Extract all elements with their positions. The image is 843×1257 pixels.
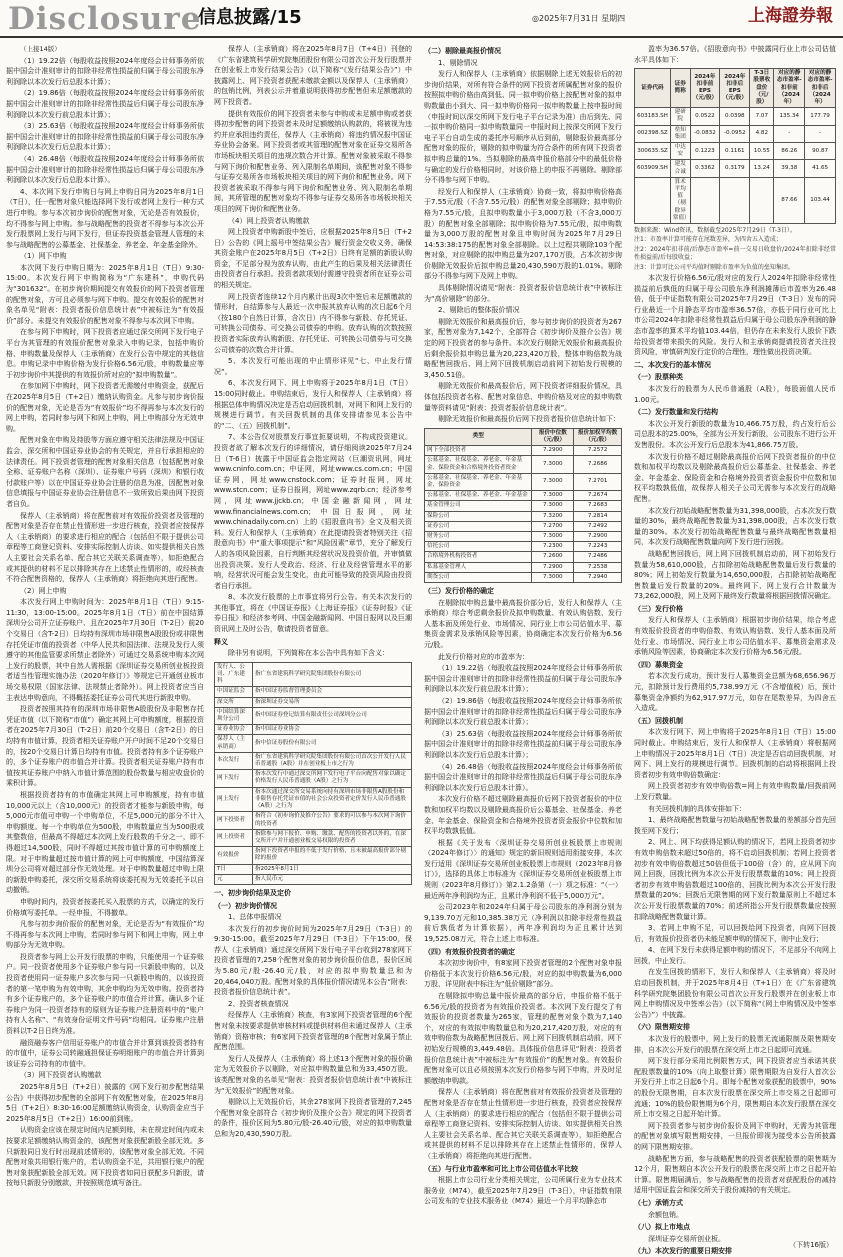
- paragraph: （五）与行业市盈率和可比上市公司估值水平比较: [424, 1164, 578, 1173]
- table-cell: -: [805, 125, 836, 142]
- paragraph: 1、剔除情况: [438, 58, 478, 67]
- table-row: [215, 725, 412, 735]
- paragraph: 网下发行部分采用比例限售方式，网下投资者应当承诺其获配股票数量的10%（向上取整计算）限售期限为自发行人首次公开发行并上市之日起6个月。即每个配售对象获配的股票中，90%的股份无限售期，自本次发行股票在深交所上市交易之日起即可流通；10%的股份限售期为6个月，限售期自本次发行股票在深交所上市交易之日起开始计算。: [634, 1057, 837, 1119]
- paragraph: （3）25.63倍（每股收益按照2024年度经会计师事务所依据中国会计准则审计的扣除非经常性损益前归属于母公司股东净利润除以本次发行后总股本计算）；: [6, 122, 204, 152]
- paragraph: 本次发行的股票为人民币普通股（A股），每股面值人民币1.00元。: [634, 385, 836, 404]
- paragraph: 6、本次发行网下、网上申购将于2025年8月1日（T日）15:00同时截止。申购结束后，发行人和保荐人（主承销商）将根据总体申购情况决定是否启动回拨机制，对网下和网上发行的规模进行调节。有关回拨机制的具体安排请参见本公告中的“二、（五）回拨机制”。: [214, 379, 412, 430]
- table-cell: 603909.SH: [635, 160, 671, 177]
- table-cell: 建发合诚: [670, 160, 690, 177]
- table-cell: 7.3200: [532, 511, 574, 521]
- table-cell: 87.66: [774, 177, 805, 223]
- paragraph: 数据来源：Wind资讯，数据截至2025年7月29日（T-3日）。: [634, 227, 796, 235]
- column-3-body: [424, 46, 622, 425]
- table-cell: 保险公司: [425, 511, 532, 521]
- glossary-term: 网下发行: [215, 770, 253, 787]
- table-row: [425, 491, 622, 501]
- paragraph: 凡参与初步询价报价的配售对象，无论是否为“有效报价”均不得再参与本次网上申购，若同时参与网下和网上申购，网上申购部分为无效申购。: [6, 920, 204, 950]
- paragraph: （3）网下投资者认购缴款: [20, 1071, 102, 1080]
- paragraph: 网下投资者参与初步询价报价及网下申购时，无需为其管理的配售对象填写限售期安排，一旦报价即视为接受本公告所披露的网下限售期安排。: [634, 1121, 836, 1151]
- paragraph: 本次发行的初步询价时间为2025年7月29日（T-3日）的9:30-15:00。截至2025年7月29日（T-3日）下午15:00，保荐人（主承销商）通过深交所网下发行电子平台收到278家网下投资者管理的7,258个配售对象的初步询价报价信息，报价区间为5.80元/股-26.40元/股，对应的拟申购数量总和为20,464,040万股。配售对象的具体报价情况请见本公告“附表：投资者报价信息统计表”。: [214, 924, 412, 997]
- table-row: [425, 446, 622, 456]
- table-cell: 7.2492: [574, 521, 622, 531]
- continued-footer: （下转16版）: [789, 1241, 833, 1249]
- table-cell: 7.3000: [532, 491, 574, 501]
- table-cell: 7.2243: [574, 542, 622, 552]
- glossary-definition: 指中国证券监督管理委员会: [252, 687, 411, 697]
- table-cell: 7.3000: [532, 501, 574, 511]
- paragraph: 保荐人（主承销商）将在配售前对有效报价投资者及管理的配售对象是否存在禁止性情形进一步进行核查，投资者应按保荐人（主承销商）的要求进行相应的配合（包括但不限于提供公司章程等工商登记资料、安排实际控制人访谈、如实提供相关自然人主要社会关系名单、配合其它关联关系调查等），如拒绝配合或其提供的材料不足以排除其存在上述禁止性情形的，或经核查不符合配售资格的，保荐人（主承销商）将拒绝向其进行配售。: [6, 511, 204, 584]
- paragraph: （一）初步询价情况: [214, 901, 277, 910]
- paragraph: 战略配售方面，参与战略配售的投资者获配股票的限售期为12个月，限售期自本次公开发行的股票在深交所上市之日起开始计算。限售期届满后，参与战略配售的投资者对获配股份的减持适用中国证监会和深交所关于股份减持的有关规定。: [634, 1154, 836, 1195]
- glossary-term: 深交所: [215, 697, 253, 707]
- column-4-body: [634, 273, 836, 1257]
- table-row: [215, 707, 412, 724]
- table-row: [215, 864, 412, 874]
- table-row: [425, 552, 622, 562]
- paragraph: 本次初步询价中，有8家网下投资者管理的2个配售对象申报价格低于本次发行价格6.56元/股，对应的拟申购数量为6,000万股，详见附表中标注为“低价剔除”部分。: [424, 959, 622, 989]
- table-cell: 期货公司: [425, 572, 532, 582]
- table-row: [635, 160, 836, 177]
- paragraph: （二）剔除最高报价情况: [424, 47, 501, 55]
- paragraph: 根据上市公司行业分类相关规定，公司所属行业为专业技术服务业（M74），截至2025年7月29日（T-3日），中证指数有限公司发布的专业技术服务业（M74）最近一个月平均静态市: [424, 1176, 622, 1206]
- glossary-term: 元: [215, 874, 253, 884]
- paragraph: （三）发行价格的确定: [424, 587, 494, 596]
- column-3: [424, 44, 622, 1236]
- table-row: [425, 521, 622, 531]
- table-row: [635, 177, 836, 223]
- table-cell: 公募基金、社保基金、养老金、年金基金: [425, 491, 532, 501]
- paragraph: （五）回拨机制: [634, 716, 683, 725]
- table-cell: 7.2940: [574, 572, 622, 582]
- table-cell: -0.0832: [690, 125, 720, 142]
- table-cell: 7.2674: [574, 491, 622, 501]
- table-row: [215, 770, 412, 787]
- paragraph: 4、在网下发行未获得足额申购的情况下，不足部分不向网上回拨，中止发行。: [634, 946, 836, 965]
- table-cell: 7.2900: [574, 532, 622, 542]
- paragraph: 注3：计算可比公司平均值时剔除市盈率为负值的垒知集团。: [634, 263, 794, 271]
- paragraph: 认购资金应该在规定时间内足额到账，未在规定时间内或未按要求足额缴纳认购资金的，该配售对象获配新股全部无效。多只新股同日发行时出现前述情形的，该配售对象全部无效。不同配售对象共用银行账户的，若认购资金不足，共用银行账户的配售对象获配新股全部无效。网下投资者如同日获配多只新股，请按每只新股分别缴款，并按照规范填写备注。: [6, 1126, 204, 1188]
- table-row: [635, 108, 836, 125]
- table-notes: [634, 227, 836, 272]
- table-cell: 90.87: [805, 143, 836, 160]
- paragraph: 在剔除拟申购总量中最高报价部分后，发行人和保荐人（主承销商）综合考虑剩余报价及拟申购数量、有效认购倍数、发行人基本面及所处行业、市场情况、同行业上市公司估值水平、募集资金需求及承销风险等因素，协商确定本次发行价格为6.56元/股。: [424, 598, 622, 649]
- paragraph: 余额包销。: [648, 1210, 683, 1219]
- paragraph: （4）26.48倍（每股收益按照2024年度经会计师事务所依据中国会计准则审计的扣除非经常性损益后归属于母公司股东净利润除以本次发行后总股本计算）。: [6, 154, 204, 185]
- table-cell: 网下全部投资者: [425, 446, 532, 456]
- paragraph: （1）19.22倍（每股收益按照2024年度经会计师事务所依据中国会计准则审计的扣除非经常性损益前归属于母公司股东净利润除以本次发行后总股本计算）；: [6, 56, 204, 86]
- table-row: [215, 687, 412, 697]
- paragraph: 若本次发行成功，预计发行人募集资金总额为68,656.96万元，扣除预计发行费用约5,738.99万元（不含增值税）后，预计募集资金净额约为62,917.97万元，如存在尾数差异，为四舍五入造成。: [634, 672, 836, 713]
- paragraph: 一、初步询价结果及定价: [214, 888, 291, 897]
- table-cell: [750, 177, 774, 223]
- table-cell: -0.0952: [720, 125, 750, 142]
- table-row: [215, 847, 412, 864]
- table-cell: 7.07: [750, 108, 774, 125]
- table-header: 对应的静态市盈率-扣非后（2024年）: [805, 69, 836, 108]
- paragraph: 此发行价格对应的市盈率为：: [438, 652, 529, 661]
- table-cell: 300635.SZ: [635, 143, 671, 160]
- paragraph: （4）26.48倍（每股收益按照2024年度经会计师事务所依据中国会计准则审计的扣除非经常性损益后归属于母公司股东净利润除以本次发行后总股本计算）。: [424, 762, 622, 792]
- table-row: [425, 542, 622, 552]
- table-header: 2024年扣非前EPS（元/股）: [690, 69, 720, 108]
- table-cell: 中达安: [670, 143, 690, 160]
- paragraph: 申购时间内，投资者按委托买入股票的方式，以确定的发行价格填写委托单。一经申报，不得撤单。: [6, 897, 204, 917]
- table-header: 证券简称: [670, 69, 690, 108]
- table-cell: 垒知集团: [670, 125, 690, 142]
- table-cell: [635, 177, 671, 223]
- paragraph: 2、剔除后的整体报价情况: [438, 306, 520, 315]
- table-cell: 7.2900: [532, 562, 574, 572]
- glossary-definition: 指本次通过深交所交易系统向持有深圳市场非限售A股股份和非限售存托凭证市值的社会公众投资者定价发行人民币普通股（A股）之行为: [252, 787, 411, 812]
- table-cell: 公募基金、社保基金、养老金、年金基金、保险资金和合格境外投资者资金: [425, 456, 532, 473]
- glossary-term: 有效报价: [215, 847, 253, 864]
- paragraph: 公司2023年和2024年归属于母公司股东的净利润分别为9,139.70万元和10,385.38万元（净利润以扣除非经常性损益前后孰低者为计算依据），两年净利润均为正且累计达到19,525.08万元，符合上述上市标准。: [424, 903, 622, 944]
- paragraph: 本次发行网下、网上申购将于2025年8月1日（T日）15:00同时截止。申购结束后，发行人和保荐人（主承销商）将根据网上申购情况于2025年8月1日（T日）决定是否启动回拨机制，对网下、网上发行的规模进行调节。回拨机制的启动将根据网上投资者初步有效申购倍数确定：: [634, 728, 836, 779]
- table-cell: 基金管理公司: [425, 501, 532, 511]
- glossary-term: 网下投资者: [215, 812, 253, 829]
- table-row: [425, 501, 622, 511]
- table-cell: 0.0398: [720, 108, 750, 125]
- table-row: [215, 829, 412, 846]
- paragraph: （九）本次发行的重要日期安排: [634, 1247, 732, 1256]
- glossary-term: 本次发行: [215, 752, 253, 769]
- paragraph: 注2：2024年扣非前/后静态市盈率=前一交易日收盘价/2024年扣除非经常性损益前/后每股收益；: [634, 245, 836, 262]
- table-cell: 7.2701: [574, 473, 622, 490]
- table-header: 2024年扣非后EPS（元/股）: [720, 69, 750, 108]
- paragraph: 3、若网上申购不足，可以回拨给网下投资者，向网下回拨后，有效报价投资者仍未能足额申购的情况下，则中止发行；: [634, 924, 836, 943]
- paragraph: 在发生回拨的情形下，发行人和保荐人（主承销商）将及时启动回拨机制，并于2025年8月4日（T+1日）在《广东省建筑科学研究院集团股份有限公司首次公开发行股票并在创业板上市网上申购情况及中签率公告》（以下简称“《网上申购情况及中签率公告》”）中披露。: [634, 968, 836, 1019]
- quote-stats-table: [424, 428, 622, 583]
- table-cell: 证券公司: [425, 521, 532, 531]
- paragraph: 本次发行的股票中，网上发行的股票无流通限制及限售期安排，自本次公开发行的股票在深交所上市之日起即可流通。: [634, 1035, 836, 1054]
- table-cell: [690, 177, 720, 223]
- table-cell: 135.34: [774, 108, 805, 125]
- table-row: [215, 697, 412, 707]
- paragraph: 保荐人（主承销商）将在2025年8月7日（T+4日）刊登的《广东省建筑科学研究院集团股份有限公司首次公开发行股票并在创业板上市发行结果公告》（以下简称“《发行结果公告》”）中披露网上、网下投资者获配未缴款金额以及保荐人（主承销商）的包销比例，列表公示并着重说明获得初步配售但未足额缴款的网下投资者。: [214, 45, 412, 106]
- table-cell: 4.82: [750, 125, 774, 142]
- paragraph: （四）有效报价投资者的确定: [424, 947, 515, 956]
- table-header: 证券代码: [635, 69, 671, 108]
- glossary-definition: 指中国证券登记结算有限责任公司深圳分公司: [252, 707, 411, 724]
- table-cell: 7.2683: [574, 501, 622, 511]
- table-row: [635, 125, 836, 142]
- table-cell: [720, 177, 750, 223]
- table-cell: 177.79: [805, 108, 836, 125]
- table-header: 对应的静态市盈率-扣非前（2024年）: [774, 69, 805, 108]
- paragraph: （七）承销方式: [634, 1198, 683, 1207]
- paragraph: （八）拟上市地点: [634, 1223, 690, 1232]
- table-cell: 建研院: [670, 108, 690, 125]
- paragraph: 2025年8月5日（T+2日）披露的《网下发行初步配售结果公告》中获得初步配售的全部网下有效配售对象，在2025年8月5日（T+2日）8:30-16:00足额缴纳认购资金，认购资金应当于2025年8月5日（T+2日）16:00前到账。: [6, 1083, 204, 1123]
- table-row: [215, 812, 412, 829]
- table-cell: 002398.SZ: [635, 125, 671, 142]
- table-cell: 财务公司: [425, 532, 532, 542]
- masthead: [0, 0, 843, 38]
- paragraph: 发行人和保荐人（主承销商）依据剔除上述无效报价后的初步询价结果，对所有符合条件的网下投资者所属配售对象的报价按照拟申购价格由高到低、同一拟申购价格上按配售对象的拟申购数量由小到大、同一拟申购价格同一拟申购数量上按申报时间（申报时间以深交所网下发行电子平台记录为准）由后到先、同一拟申购价格同一拟申购数量同一申报时间上按深交所网下发行电子平台自动生成的委托序号顺序从后到前，剔除报价最高部分配售对象的报价，剔除的拟申购量为符合条件的所有网下投资者拟申购总量的1%。当拟剔除的最高申报价格部分中的最低价格与确定的发行价格相同时，对该价格上的申报不再剔除。剔除部分不得参与网下申购。: [424, 70, 622, 185]
- paragraph: 5、本次发行可能出现的中止情形详见“七、中止发行情况”。: [214, 357, 412, 376]
- table-row: [215, 735, 412, 752]
- paragraph: 7、本公告仅对股票发行事宜扼要说明，不构成投资建议。投资者欲了解本次发行的详细情况，请仔细阅读2025年7月24日（T-6日）披露于中国证监会指定网站（巨潮资讯网，网址www.cninfo.com.cn；中证网，网址www.cs.com.cn；中国证券网，网址www.cnstock.com；证券时报网，网址www.stcn.com；证券日报网，网址www.zqrb.cn；经济参考网，网址www.jjckb.cn；中国金融新闻网，网址www.financialnews.com.cn；中国日报网，网址www.chinadaily.com.cn）上的《招股意向书》全文及相关资料。发行人和保荐人（主承销商）在此提请投资者特别关注《招股意向书》中“重大事项提示”和“风险因素”章节，充分了解发行人的各项风险因素，自行判断其经营状况及投资价值，并审慎做出投资决策。发行人受政治、经济、行业及经营管理水平的影响，经营状况可能会发生变化，由此可能导致的投资风险由投资者自行承担。: [214, 433, 412, 590]
- table-cell: 私募基金管理人: [425, 562, 532, 572]
- paragraph: 注1：市盈率计算可能存在尾数差异，为四舍五入造成；: [634, 236, 782, 244]
- paragraph: 盈率为36.57倍。《招股意向书》中披露同行业上市公司估值水平具体如下：: [634, 45, 836, 64]
- disclosure-brand: Disclosure: [8, 1, 202, 37]
- paragraph: （2）19.86倍（每股收益按照2024年度经会计师事务所依据中国会计准则审计的扣除非经常性损益后归属于母公司股东净利润除以本次发行前总股本计算）；: [6, 89, 204, 119]
- table-cell: 103.44: [805, 177, 836, 223]
- paragraph: 8、本次发行股票的上市事宜将另行公告。有关本次发行的其他事宜，将在《中国证券报》《上海证券报》《证券时报》《证券日报》和经济参考网、中国金融新闻网、中国日报网以及巨潮资讯网上及时公告，敬请投资者留意。: [214, 593, 412, 634]
- comparable-companies-table: [634, 68, 836, 224]
- paragraph: 2、投资者核查情况: [228, 999, 289, 1008]
- glossary-definition: 指网下投资者申报的不低于发行价格，且未被最高报价部分剔除的报价: [252, 847, 411, 864]
- table-header: 报价加权平均数（元/股）: [574, 428, 622, 445]
- paragraph: （3）25.63倍（每股收益按照2024年度经会计师事务所依据中国会计准则审计的扣除非经常性损益前归属于母公司股东净利润除以本次发行后总股本计算）；: [424, 729, 622, 759]
- column-2: [214, 44, 412, 1236]
- paragraph: （1）网下申购: [20, 252, 67, 261]
- column-3-body-2: [424, 586, 622, 1207]
- paragraph: 剔除无效报价和最高报价后，网下投资者详细报价情况，具体包括投资者名称、配售对象信息、申购价格及对应的拟申购数量等资料请见“附表：投资者报价信息统计表”。: [424, 382, 622, 412]
- table-header: 报价中位数（元/股）: [532, 428, 574, 445]
- glossary-definition: 指中信证券股份有限公司: [252, 735, 411, 752]
- table-cell: 0.1161: [720, 143, 750, 160]
- paragraph: （4）网上投资者认购缴款: [228, 216, 310, 225]
- glossary-definition: 指人民币元: [252, 874, 411, 884]
- paragraph: （2）网上申购: [20, 586, 67, 595]
- paragraph: 本次公开发行新股的数量为10,466.75万股，约占发行后公司总股本的25.00%，全部为公开发行新股，公司股东不进行公开发售股份。本次公开发行后总股本为41,866.75万股。: [634, 419, 836, 449]
- table-cell: 39.38: [774, 160, 805, 177]
- table-row: [425, 532, 622, 542]
- column-2-body-2: [214, 888, 412, 1140]
- table-cell: 公募基金、社保基金、养老金、年金基金、保险资金: [425, 473, 532, 490]
- paragraph: 网上投资者初步有效申购倍数=网上有效申购数量/回拨前网上发行数量。: [634, 782, 836, 801]
- paragraph: 本次网下发行申购日期为：2025年8月1日（T日）9:30-15:00。本次发行网下申购简称为“广东建科”，申购代码为“301632”。在初步询价期间提交有效报价的网下投资者管理的配售对象，方可且必须参与网下申购。提交有效报价的配售对象名单见“附表：投资者报价信息统计表”中被标注为“有效报价”部分。未提交有效报价的配售对象不得参与本次网下申购。: [6, 263, 204, 325]
- paragraph: 本次发行价格不超过剔除最高报价后网下投资者报价的中位数和加权平均数以及剔除最高报价后公募基金、社保基金、养老金、年金基金、保险资金和合格境外投资者资金报价中位数和加权平均数孰低值。: [424, 795, 622, 836]
- table-cell: 86.26: [774, 143, 805, 160]
- paragraph: 在参与网下申购时，网下投资者应通过深交所网下发行电子平台为其管理的有效报价配售对象录入申购记录，包括申购价格、申购数量及保荐人（主承销商）在发行公告中规定的其他信息。申购记录中申购价格为发行价格6.56元/股，申购数量应等于初步询价中其提供的有效报价所对应的“拟申购数量”。: [6, 328, 204, 379]
- table-row: [425, 456, 622, 473]
- glossary-definition: 指深圳证券交易所: [252, 697, 411, 707]
- paragraph: （2）19.86倍（每股收益按照2024年度经会计师事务所依据中国会计准则审计的扣除非经常性损益后归属于母公司股东净利润除以本次发行前总股本计算）；: [424, 696, 622, 727]
- paragraph: 1、总体申报情况: [228, 913, 282, 922]
- table-cell: 算术平均值（剔除异常值）: [670, 177, 690, 223]
- paragraph: 剔除以上无效报价后，其余278家网下投资者管理的7,245个配售对象全部符合《初步询价及推介公告》规定的网下投资者的条件，报价区间为5.80元/股-26.40元/股，对应的拟申购数量总和为20,430,590万股。: [214, 1098, 412, 1138]
- table-cell: 7.3000: [532, 572, 574, 582]
- paragraph: 2、网上、网下均获得足额认购的情况下，若网上投资者初步有效申购倍数未超过50倍的，将不启动回拨机制；若网上投资者初步有效申购倍数超过50倍但低于100倍（含）的，应从网下向网上回拨，回拨比例为本次公开发行股票数量的10%；网上投资者初步有效申购倍数超过100倍的，回拨比例为本次公开发行股票数量的20%；回拨后无限售期的网下发行数量原则上不超过本次公开发行股票数量的70%；前述所指公开发行股票数量应按照扣除战略配售数量计算。: [634, 838, 836, 921]
- table-cell: 7.2600: [532, 552, 574, 562]
- paragraph: 经发行人和保荐人（主承销商）协商一致，将拟申购价格高于7.55元/股（不含7.55元/股）的配售对象全部剔除；拟申购价格为7.55元/股，且拟申购数量小于3,000万股（不含3,000万股）的配售对象全部剔除；拟申购价格为7.55元/股，拟申购数量为3,000万股的配售对象且申购时间为2025年7月29日14:53:38:175的配售对象全部剔除。以上过程共剔除103个配售对象，对应剔除的拟申购总量为207,170万股，占本次初步询价剔除无效报价后拟申购总量20,430,590万股的1.01%。剔除部分不得参与网下及网上申购。: [424, 187, 622, 281]
- paragraph: 经保荐人（主承销商）核查，有3家网下投资者管理的6个配售对象未按要求提供审核材料或提供材料但未通过保荐人（主承销商）资格审核；有6家网下投资者管理的8个配售对象属于禁止配售范围。: [214, 1011, 412, 1052]
- paragraph: 根据《关于发布〈深圳证券交易所创业板股票上市规则（2024年修订）〉的通知》规定的新旧规则适用衔接安排，本次发行适用《深圳证券交易所创业板股票上市规则（2023年8月修订）》，选择的具体上市标准为《深圳证券交易所创业板股票上市规则（2023年8月修订）》第2.1.2条第（一）项之标准：“（一）最近两年净利润均为正，且累计净利润不低于5,000万元”。: [424, 838, 622, 900]
- table-cell: 0.0522: [690, 108, 720, 125]
- table-cell: 7.2486: [574, 552, 622, 562]
- paragraph: 二、本次发行的基本情况: [634, 360, 711, 369]
- paragraph: 发行人和保荐人（主承销商）根据初步询价结果，综合考虑有效报价投资者的申购倍数、有效认购倍数、发行人基本面及所处行业、市场情况、同行业上市公司估值水平、募集资金需求及承销风险等因素，协商确定本次发行价格为6.56元/股。: [634, 616, 836, 657]
- table-cell: 7.3000: [532, 532, 574, 542]
- paragraph: 保荐人（主承销商）将在配售前对有效报价投资者及管理的配售对象是否存在禁止性情形进一步进行核查，投资者应按保荐人（主承销商）的要求进行相应的配合（包括但不限于提供公司章程等工商登记资料、安排实际控制人访谈、如实提供相关自然人主要社会关系名单、配合其它关联关系调查等），如拒绝配合或其提供的材料不足以排除其存在上述禁止性情形的，保荐人（主承销商）将拒绝向其进行配售。: [424, 1088, 622, 1160]
- paragraph: 在剔除拟申购总量中报价最高的部分后，申报价格不低于6.56元/股的投资者为有效报价投资者。本次网下发行提交了有效报价的投资者数量为265家，管理的配售对象个数为7,140个，对应的有效拟申购数量总和为20,217,420万股，对应的有效申购倍数为战略配售回拨后、网上网下回拨机制启动前，网下初始发行规模的3,449.48倍。具体报价信息详见“附表：投资者报价信息统计表”中被标注为“有效报价”的配售对象。有效报价配售对象可以且必须按照本次发行价格参与网下申购，并及时足额缴纳申购款。: [424, 992, 622, 1085]
- glossary-term: 证券业协会: [215, 725, 253, 735]
- paragraph: 释义: [214, 637, 228, 646]
- section-title: 信息披露/15: [198, 7, 302, 28]
- table-cell: 7.3000: [532, 456, 574, 473]
- glossary-term: 中国结算深圳分公司: [215, 707, 253, 724]
- paragraph: 具体剔除情况请见“附表：投资者报价信息统计表”中被标注为“高价剔除”的部分。: [424, 284, 622, 303]
- table-cell: 0.1223: [690, 143, 720, 160]
- paragraph: 1、最终战略配售数量与初始战略配售数量的差额部分首先回拨至网下发行；: [634, 816, 836, 835]
- paragraph: 深圳证券交易所创业板。: [648, 1234, 725, 1243]
- paragraph: （二）发行数量和发行结构: [634, 408, 718, 417]
- glossary-definition: 指广东省建筑科学研究院集团股份有限公司首次公开发行人民币普通股（A股）并在创业板上市之行为: [252, 752, 411, 769]
- paragraph: 提供有效报价的网下投资者未参与申购或未足额申购或者获得初步配售的网下投资者未及时足额缴纳认购款的，将被视为违约并应承担违约责任，保荐人（主承销商）将违约情况报中国证券业协会备案。网下投资者或其管理的配售对象在证券交易所各市场板块相关项目的违规次数合并计算。配售对象被采取不得参与网下询价和配售业务、列入限制名单期间，该配售对象不得参与证券交易所各市场板块相关项目的网下询价和配售业务。网下投资者被采取不得参与网下询价和配售业务、列入限制名单期间，其所管理的配售对象均不得参与证券交易所各市场板块相关项目的网下询价和配售业务。: [214, 109, 412, 213]
- newspaper-logo: 上海證券報: [748, 6, 833, 26]
- glossary-term: 保荐人（主承销商）: [215, 735, 253, 752]
- table-cell: 信托公司: [425, 542, 532, 552]
- glossary-definition: 指中国证券业协会: [252, 725, 411, 735]
- column-1: [6, 44, 204, 1236]
- table-row: [215, 752, 412, 769]
- paragraph: 战略配售回拨后，网上网下回拨机制启动前，网下初始发行数量为58,610,000股，占扣除初始战略配售数量后发行数量的80%；网上初始发行数量为14,650,000股，占扣除初始战略配售数量后发行数量的20%。最终网下、网上发行合计数量为73,262,000股，网上及网下最终发行数量将根据回拨情况确定。: [634, 549, 836, 601]
- table-cell: 0.3362: [690, 160, 720, 177]
- table-cell: 7.2538: [574, 562, 622, 572]
- paragraph: 剔除无效报价和最高报价后，参与初步询价的投资者为267家，配售对象为7,142个，全部符合《初步询价及推介公告》规定的网下投资者的参与条件。本次发行剔除无效报价和最高报价后剩余报价拟申购总量为20,223,420万股，整体申购倍数为战略配售回拨后、网上网下回拨机制启动前网下初始发行规模的3,450.51倍。: [424, 317, 622, 379]
- table-row: [215, 662, 412, 687]
- paragraph: 网上投资者申购新股中签后，应根据2025年8月5日（T+2日）公告的《网上摇号中签结果公告》履行资金交收义务，确保其资金账户在2025年8月5日（T+2日）日终有足额的新股认购资金，不足部分视为放弃认购，由此产生的后果及相关法律责任由投资者自行承担。投资者款项划付需遵守投资者所在证券公司的相关规定。: [214, 228, 412, 290]
- column-1-body: [6, 56, 204, 1189]
- glossary-term: 中国证监会: [215, 687, 253, 697]
- table-row: [425, 511, 622, 521]
- table-cell: 7.2572: [574, 446, 622, 456]
- glossary-term: 网上投资者: [215, 829, 253, 846]
- glossary-term: 网上发行: [215, 787, 253, 812]
- glossary-definition: 指2025年8月1日: [252, 864, 411, 874]
- table-cell: 41.65: [805, 160, 836, 177]
- paragraph: 发行人及保荐人（主承销商）将上述13个配售对象的报价确定为无效报价予以剔除，对应拟申购数量总和为33,450万股。该类配售对象的名单见“附表：投资者报价信息统计表”中被标注为“无效报价”的配售对象。: [214, 1054, 412, 1095]
- column-4-intro: [634, 44, 836, 65]
- table-cell: -: [774, 125, 805, 142]
- paragraph: 4、本次网下发行申购日与网上申购日同为2025年8月1日（T日），任一配售对象只能选择网下发行或者网上发行一种方式进行申购。参与本次初步询价的配售对象，无论是否有效报价，均不得参与网上申购。参与战略配售的投资者不得参与本次公开发行股票网上发行与网下发行，但证券投资基金管理人管理的未参与战略配售的公募基金、社保基金、养老金、年金基金除外。: [6, 187, 204, 249]
- table-row: [635, 143, 836, 160]
- paragraph: 融资融券客户信用证券账户的市值合并计算到该投资者持有的市值中，证券公司转融通担保证券明细账户的市值合并计算到该证券公司持有的市值中。: [6, 1038, 204, 1068]
- glossary-table: [214, 662, 412, 885]
- paragraph: 本次发行价格不超过剔除最高报价后网下投资者报价的中位数和加权平均数以及剔除最高报价后公募基金、社保基金、养老金、年金基金、保险资金和合格境外投资者资金报价中位数和加权平均数孰低值，故保荐人相关子公司无需参与本次发行的战略配售。: [634, 452, 836, 503]
- glossary-term: T日: [215, 864, 253, 874]
- paragraph: （1）19.22倍（每股收益按照2024年度经会计师事务所依据中国会计准则审计的扣除非经常性损益前归属于母公司股东净利润除以本次发行前总股本计算）；: [424, 664, 622, 694]
- paragraph: 在参加网下申购时，网下投资者无需缴付申购资金，获配后在2025年8月5日（T+2日）缴纳认购资金。凡参与初步询价报价的配售对象，无论是否为“有效报价”均不得再参与本次发行的网上申购，若同时参与网下和网上申购，网上申购部分为无效申购。: [6, 382, 204, 433]
- glossary-definition: 指广东省建筑科学研究院集团股份有限公司: [252, 662, 411, 687]
- table-cell: 7.2700: [532, 521, 574, 531]
- glossary-definition: 指符合《初步询价及推介公告》要求的可以参与本次网下询价的投资者: [252, 812, 411, 829]
- table-row: [425, 562, 622, 572]
- issue-date: ◎2025年7月31日 星期四: [532, 14, 626, 23]
- table-cell: 7.3000: [532, 473, 574, 490]
- table-cell: 7.2814: [574, 511, 622, 521]
- paragraph: 剔除无效报价和最高报价后网下投资者报价信息统计如下：: [438, 415, 620, 424]
- paragraph: 有关回拨机制的具体安排如下：: [648, 804, 746, 813]
- glossary-term: 发行人、公司、广东建科: [215, 662, 253, 687]
- glossary-definition: 指本次发行中通过深交所网下发行电子平台向配售对象以确定价格发行人民币普通股（A股）之行为: [252, 770, 411, 787]
- paragraph: 本次发行初始战略配售数量为31,398,000股，占本次发行数量的30%，最终战略配售数量为31,398,000股，占本次发行数量的30%。本次发行初始战略配售数量与最终战略配售数量相同，本次发行战略配售数量向网下发行进行回拨。: [634, 506, 836, 547]
- table-cell: 10.55: [750, 143, 774, 160]
- paragraph: （六）限售期安排: [634, 1023, 690, 1032]
- table-row: [215, 874, 412, 884]
- table-header: 类型: [425, 428, 532, 445]
- table-row: [425, 572, 622, 582]
- paragraph: 根据投资者持有的市值确定其网上可申购额度，持有市值10,000元以上（含10,000元）的投资者才能参与新股申购，每5,000元市值可申购一个申购单位，不足5,000元的部分不计入申购额度。每一个申购单位为500股，申购数量应当为500股或其整数倍，但最高不得超过本次网上发行股数的千分之一，即不得超过14,500股，同时不得超过其按市值计算的可申购额度上限。对于申购量超过按市值计算的网上可申购额度，中国结算深圳分公司将对超过部分作无效处理。对于申购数量超过申购上限的新股申购委托，深交所交易系统将该委托视为无效委托予以自动撤销。: [6, 790, 204, 895]
- paragraph: 投资者参与网上公开发行股票的申购，只能使用一个证券账户。同一投资者使用多个证券账户参与同一只新股申购的，以及投资者使用同一证券账户多次参与同一只新股申购的，以该投资者的第一笔申购为有效申购，其余申购均为无效申购。投资者持有多个证券账户的，多个证券账户的市值合并计算。确认多个证券账户为同一投资者持有的原则为证券账户注册资料中的“账户持有人名称”、“有效身份证明文件号码”均相同。证券账户注册资料以T-2日日终为准。: [6, 952, 204, 1036]
- continued-note: （上接14版）: [20, 45, 61, 53]
- paragraph: 本次发行价格6.56元/股对应的发行人2024年扣除非经常性损益前后孰低的归属于母公司股东净利润摊薄后市盈率为26.48倍，低于中证指数有限公司2025年7月29日（T-3日）发布的同行业最近一个月静态平均市盈率36.57倍，亦低于同行业可比上市公司2024年扣除非经常性损益后归属于母公司股东净利润的静态市盈率的算术平均值103.44倍，但仍存在未来发行人股价下跌给投资者带来损失的风险。发行人和主承销商提请投资者关注投资风险，审慎研判发行定价的合理性，理性做出投资决策。: [634, 274, 836, 357]
- table-header: T-3日股票收盘价（元/股）: [750, 69, 774, 108]
- table-cell: 7.2900: [532, 446, 574, 456]
- table-cell: 13.24: [750, 160, 774, 177]
- paragraph: 投资者按照其持有的深圳市场非限售A股股份及非限售存托凭证市值（以下简称“市值”）确定其网上可申购额度，根据投资者在2025年7月30日（T-2日）前20个交易日（含T-2日）的日均持有市值计算，投资者相关证券账户开户时间不足20个交易日的，按20个交易日计算日均持有市值。投资者持有多个证券账户的，多个证券账户的市值合并计算。投资者相关证券账户持有市值按其证券账户中纳入市值计算范围的股份数量与相应收盘价的乘积计算。: [6, 705, 204, 788]
- paragraph: （三）发行价格: [634, 604, 683, 613]
- column-2-body: [214, 44, 412, 659]
- table-cell: 合格境外机构投资者: [425, 552, 532, 562]
- paragraph: （一）股票种类: [634, 373, 683, 382]
- glossary-definition: 指除参与网下报价、申购、缴款、配售的投资者以外的，在深交所开户并开通创业板交易权限的投资者: [252, 829, 411, 846]
- paragraph: （四）募集资金: [634, 660, 683, 669]
- table-row: [215, 787, 412, 812]
- paragraph: 配售对象在申购及持股等方面应遵守相关法律法规及中国证监会、深交所和中国证券业协会的有关规定，并自行承担相应的法律责任。网下投资者管理的配售对象相关信息（包括配售对象全称、证券账户名称（深圳）、证券账户号码（深圳）和银行收付款账户等）以在中国证券业协会注册的信息为准，因配售对象信息填报与中国证券业协会注册信息不一致所致后果由网下投资者自负。: [6, 436, 204, 508]
- paragraph: 本次发行网上申购时间为：2025年8月1日（T日）9:15-11:30，13:00-15:00。2025年8月1日（T日）前在中国结算深圳分公司开立证券账户、且在2025年7月30日（T-2日）前20个交易日（含T-2日）日均持有深圳市场非限售A股股份或非限售存托凭证市值的投资者（中华人民共和国法律、法规及发行人须遵守的其他监管要求所禁止者除外）可通过交易系统申购本次网上发行的股票，其中自然人需根据《深圳证券交易所创业板投资者适当性管理实施办法（2020年修订）》等规定已开通创业板市场交易权限（国家法律、法规禁止者除外）。网上投资者应当自主表达申购意向，不得概括委托证券公司代其进行新股申购。: [6, 598, 204, 702]
- table-cell: 7.2686: [574, 456, 622, 473]
- paragraph: 除非另有说明，下列简称在本公告中具有如下含义：: [228, 649, 389, 658]
- paragraph: 网上投资者连续12个月内累计出现3次中签后未足额缴款的情形时，自结算参与人最近一次申报其放弃认购的次日起6个月（按180个自然日计算，含次日）内不得参与新股、存托凭证、可转换公司债券、可交换公司债券的申购。放弃认购的次数按照投资者实际放弃认购新股、存托凭证、可转换公司债券与可交换公司债券的次数合并计算。: [214, 292, 412, 354]
- table-cell: 7.2300: [532, 542, 574, 552]
- table-row: [425, 473, 622, 490]
- table-cell: 603183.SH: [635, 108, 671, 125]
- table-cell: 0.3179: [720, 160, 750, 177]
